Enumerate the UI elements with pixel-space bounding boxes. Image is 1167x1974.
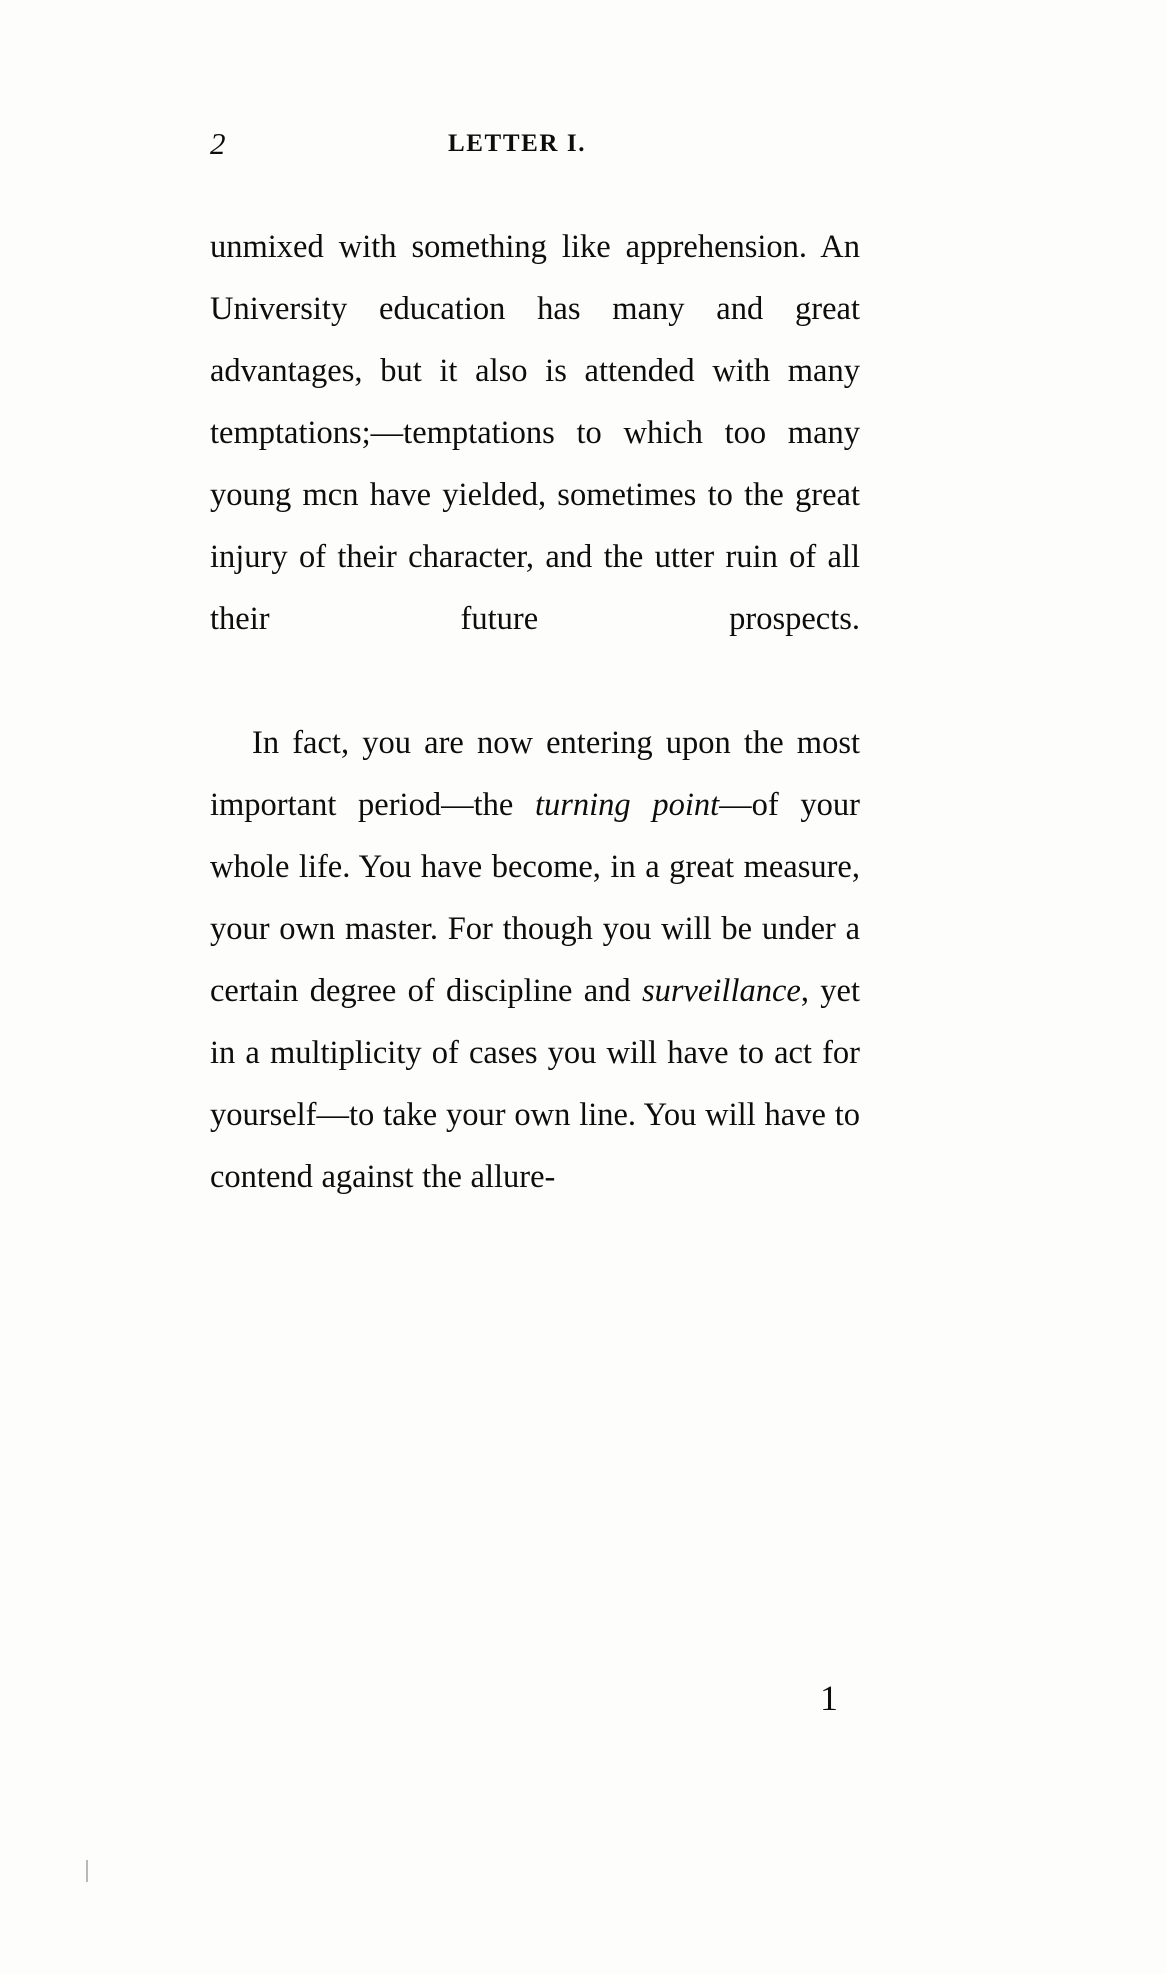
running-head: LETTER I. (448, 130, 587, 157)
page-header (210, 120, 860, 176)
emphasis-text: surveillance (641, 973, 801, 1009)
body-text (210, 216, 860, 1208)
paragraph-1: unmixed with something like apprehension. An University education has many and great advantages, but it also is attended with many temptations;—temptations to which too many young mcn have yielded, sometimes to the great injury of their character, and the utter ruin of all their future prospects. (210, 229, 860, 637)
page-edge-mark (86, 1860, 88, 1882)
page-number: 2 (210, 126, 226, 161)
paragraph-2: In fact, you are now entering upon the most important period—the turning point—of your whole life. You have become, in a great measure, your own master. For though you will be under a certain degree of discipline and surveillance, yet in a multiplicity of cases you will have to act for yourself—to take your own line. You will have to contend against the allure- (210, 725, 860, 1195)
page-text-block (210, 120, 860, 1208)
signature-mark: 1 (820, 1678, 838, 1718)
emphasis-text: turning point (534, 787, 720, 823)
